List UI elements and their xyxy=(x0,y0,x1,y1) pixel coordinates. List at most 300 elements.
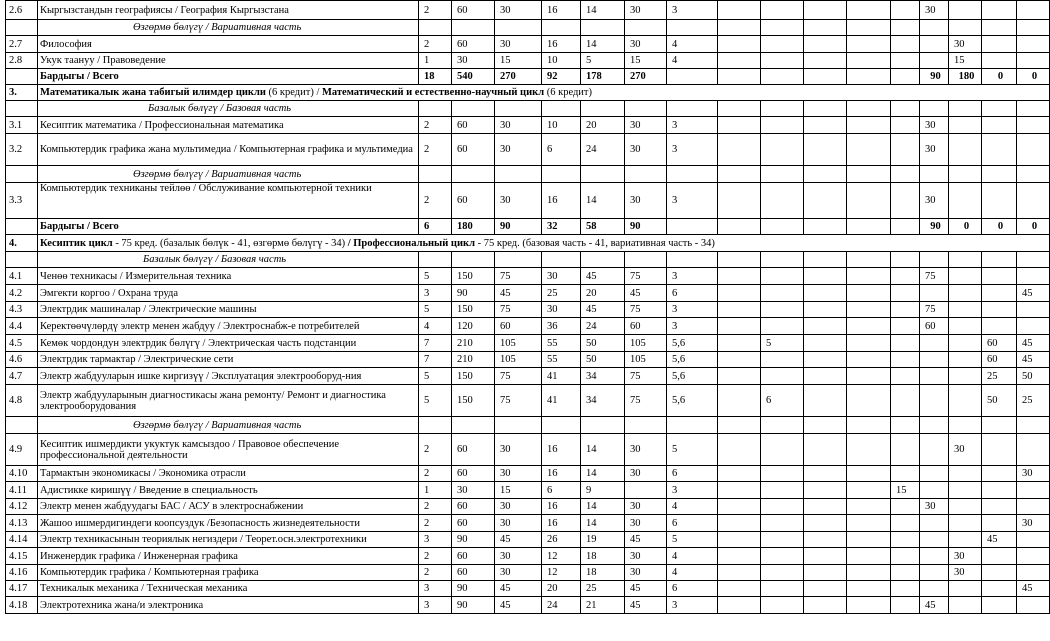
cell-value: 75 xyxy=(625,385,667,417)
cell-value xyxy=(1017,318,1050,335)
cell-value xyxy=(1017,36,1050,53)
table-row xyxy=(6,532,1050,548)
subsection-row xyxy=(6,20,1050,36)
empty-cell xyxy=(718,166,761,183)
discipline-name: Кемөк чордондун электрдик бөлүгү / Электрическая часть подстанции xyxy=(38,335,419,352)
cell-value: 30 xyxy=(625,134,667,166)
cell-value xyxy=(920,548,949,565)
table-row xyxy=(6,117,1050,134)
table-row xyxy=(6,53,1050,69)
cell-value: 0 xyxy=(1017,69,1050,85)
cell-value: 75 xyxy=(495,268,542,285)
empty-cell xyxy=(804,166,847,183)
cell-value: 3 xyxy=(667,302,718,318)
discipline-name: Компьютердик графика жана мультимедиа / Компьютерная графика и мультимедиа xyxy=(38,134,419,166)
cell-value: 75 xyxy=(920,268,949,285)
cell-value xyxy=(718,368,761,385)
cell-value xyxy=(718,466,761,482)
cell-value xyxy=(847,515,891,532)
cell-value: 50 xyxy=(581,352,625,368)
empty-cell xyxy=(542,166,581,183)
cell-value: 2 xyxy=(419,565,452,581)
cell-value: 9 xyxy=(581,482,625,499)
cell-value: 30 xyxy=(495,117,542,134)
discipline-name: Инженердик графика / Инженерная графика xyxy=(38,548,419,565)
cell-value: 30 xyxy=(949,548,982,565)
cell-value xyxy=(718,318,761,335)
cell-value: 105 xyxy=(495,335,542,352)
cell-value xyxy=(1017,268,1050,285)
empty-cell xyxy=(982,166,1017,183)
empty-cell xyxy=(495,101,542,117)
empty-cell xyxy=(495,252,542,268)
row-number: 4.2 xyxy=(6,285,38,302)
cell-value: 2 xyxy=(419,466,452,482)
row-number: 4.17 xyxy=(6,581,38,597)
cell-value xyxy=(949,352,982,368)
cell-value xyxy=(891,434,920,466)
section-title-part: (6 кредит) xyxy=(544,87,593,98)
empty-cell xyxy=(667,417,718,434)
cell-value: 90 xyxy=(452,581,495,597)
cell-value xyxy=(949,368,982,385)
cell-value: 60 xyxy=(452,1,495,20)
cell-value: 270 xyxy=(495,69,542,85)
cell-value: 210 xyxy=(452,335,495,352)
empty-cell xyxy=(452,417,495,434)
cell-value xyxy=(718,335,761,352)
cell-value xyxy=(804,499,847,515)
cell-value xyxy=(847,597,891,614)
cell-value: 180 xyxy=(949,69,982,85)
cell-value xyxy=(891,219,920,235)
empty-cell xyxy=(891,252,920,268)
cell-value xyxy=(718,285,761,302)
cell-value xyxy=(847,565,891,581)
empty-cell xyxy=(452,252,495,268)
cell-value: 30 xyxy=(495,36,542,53)
cell-value xyxy=(804,385,847,417)
cell-value xyxy=(667,219,718,235)
cell-value: 30 xyxy=(495,548,542,565)
cell-value xyxy=(920,53,949,69)
cell-value xyxy=(847,499,891,515)
cell-value xyxy=(949,466,982,482)
cell-value: 90 xyxy=(452,597,495,614)
empty-cell xyxy=(6,417,38,434)
cell-value: 30 xyxy=(625,1,667,20)
cell-value xyxy=(847,117,891,134)
empty-cell xyxy=(891,20,920,36)
cell-value: 2 xyxy=(419,1,452,20)
empty-cell xyxy=(419,252,452,268)
cell-value: 6 xyxy=(761,385,804,417)
empty-cell xyxy=(847,166,891,183)
cell-value: 26 xyxy=(542,532,581,548)
cell-value xyxy=(1017,532,1050,548)
cell-value: 25 xyxy=(542,285,581,302)
cell-value: 2 xyxy=(419,434,452,466)
empty-cell xyxy=(495,20,542,36)
discipline-name: Эмгекти коргоо / Охрана труда xyxy=(38,285,419,302)
cell-value xyxy=(982,134,1017,166)
cell-value xyxy=(804,183,847,219)
subsection-row xyxy=(6,252,1050,268)
cell-value xyxy=(920,482,949,499)
cell-value xyxy=(920,581,949,597)
row-number: 4.9 xyxy=(6,434,38,466)
cell-value xyxy=(982,268,1017,285)
discipline-name: Электрдик тармактар / Электрические сети xyxy=(38,352,419,368)
cell-value: 10 xyxy=(542,53,581,69)
cell-value: 5 xyxy=(667,434,718,466)
cell-value: 20 xyxy=(581,285,625,302)
cell-value: 45 xyxy=(495,532,542,548)
empty-cell xyxy=(6,252,38,268)
cell-value: 60 xyxy=(982,352,1017,368)
cell-value xyxy=(920,36,949,53)
cell-value xyxy=(761,532,804,548)
cell-value xyxy=(949,385,982,417)
cell-value xyxy=(804,352,847,368)
empty-cell xyxy=(920,252,949,268)
cell-value: 30 xyxy=(495,183,542,219)
discipline-name: Философия xyxy=(38,36,419,53)
cell-value: 0 xyxy=(982,219,1017,235)
cell-value xyxy=(804,117,847,134)
section-title xyxy=(38,85,1050,101)
cell-value: 150 xyxy=(452,302,495,318)
cell-value xyxy=(804,581,847,597)
cell-value xyxy=(949,335,982,352)
cell-value: 12 xyxy=(542,548,581,565)
cell-value: 30 xyxy=(920,134,949,166)
cell-value: 60 xyxy=(452,434,495,466)
cell-value: 7 xyxy=(419,352,452,368)
empty-cell xyxy=(949,252,982,268)
cell-value xyxy=(982,482,1017,499)
section-title-part: - 75 кред. (базалык бөлүк - 41, өзгөрмө бөлүгү - 34) xyxy=(112,237,348,249)
cell-value xyxy=(891,318,920,335)
cell-value: 30 xyxy=(625,565,667,581)
empty-cell xyxy=(581,20,625,36)
row-number: 4.7 xyxy=(6,368,38,385)
cell-value xyxy=(920,515,949,532)
cell-value: 6 xyxy=(667,581,718,597)
discipline-name: Бардыгы / Всего xyxy=(38,219,419,235)
cell-value: 5 xyxy=(419,385,452,417)
cell-value xyxy=(718,219,761,235)
subsection-row xyxy=(6,417,1050,434)
cell-value xyxy=(804,219,847,235)
row-number: 2.7 xyxy=(6,36,38,53)
empty-cell xyxy=(804,252,847,268)
cell-value: 34 xyxy=(581,385,625,417)
empty-cell xyxy=(581,252,625,268)
cell-value xyxy=(891,335,920,352)
cell-value: 75 xyxy=(495,385,542,417)
discipline-name: Жашоо ишмердигиндеги коопсуздук /Безопасность жизнедеятельности xyxy=(38,515,419,532)
empty-cell xyxy=(1017,20,1050,36)
table-row xyxy=(6,499,1050,515)
empty-cell xyxy=(920,166,949,183)
curriculum-table xyxy=(5,0,1050,614)
cell-value xyxy=(718,434,761,466)
row-number: 4.15 xyxy=(6,548,38,565)
cell-value: 105 xyxy=(625,352,667,368)
cell-value: 5,6 xyxy=(667,335,718,352)
empty-cell xyxy=(847,252,891,268)
discipline-name: Укук таануу / Правоведение xyxy=(38,53,419,69)
cell-value: 5,6 xyxy=(667,368,718,385)
cell-value: 150 xyxy=(452,368,495,385)
empty-cell xyxy=(718,101,761,117)
cell-value: 92 xyxy=(542,69,581,85)
cell-value xyxy=(761,1,804,20)
cell-value xyxy=(761,466,804,482)
cell-value: 2 xyxy=(419,36,452,53)
table-row xyxy=(6,581,1050,597)
table-row xyxy=(6,565,1050,581)
cell-value: 34 xyxy=(581,368,625,385)
cell-value: 60 xyxy=(452,515,495,532)
empty-cell xyxy=(920,20,949,36)
cell-value: 60 xyxy=(452,466,495,482)
cell-value: 20 xyxy=(581,117,625,134)
cell-value: 30 xyxy=(625,117,667,134)
cell-value xyxy=(718,499,761,515)
cell-value: 30 xyxy=(495,515,542,532)
cell-value: 15 xyxy=(891,482,920,499)
cell-value xyxy=(949,134,982,166)
cell-value: 2 xyxy=(419,183,452,219)
cell-value: 3 xyxy=(419,285,452,302)
cell-value: 5,6 xyxy=(667,352,718,368)
row-number: 4.12 xyxy=(6,499,38,515)
discipline-name: Бардыгы / Всего xyxy=(38,69,419,85)
empty-cell xyxy=(761,101,804,117)
cell-value xyxy=(761,36,804,53)
cell-value: 32 xyxy=(542,219,581,235)
cell-value: 4 xyxy=(667,53,718,69)
cell-value: 30 xyxy=(1017,515,1050,532)
cell-value: 30 xyxy=(495,134,542,166)
cell-value xyxy=(982,434,1017,466)
cell-value: 41 xyxy=(542,368,581,385)
cell-value: 30 xyxy=(625,183,667,219)
table-row xyxy=(6,268,1050,285)
cell-value xyxy=(891,36,920,53)
total-row xyxy=(6,69,1050,85)
discipline-name: Кыргызстандын географиясы / География Кыргызстана xyxy=(38,1,419,20)
cell-value xyxy=(718,183,761,219)
row-number: 2.6 xyxy=(6,1,38,20)
cell-value xyxy=(982,581,1017,597)
cell-value: 1 xyxy=(419,53,452,69)
row-number xyxy=(6,219,38,235)
discipline-name: Электрдик машиналар / Электрические машины xyxy=(38,302,419,318)
cell-value: 60 xyxy=(452,548,495,565)
cell-value xyxy=(920,385,949,417)
cell-value xyxy=(847,53,891,69)
cell-value xyxy=(982,515,1017,532)
cell-value: 3 xyxy=(667,318,718,335)
table-row xyxy=(6,597,1050,614)
cell-value xyxy=(804,268,847,285)
cell-value: 50 xyxy=(982,385,1017,417)
cell-value: 75 xyxy=(920,302,949,318)
discipline-name: Керектөөчүлөрдү электр менен жабдуу / Электроснабж-е потребителей xyxy=(38,318,419,335)
cell-value: 14 xyxy=(581,499,625,515)
cell-value xyxy=(667,69,718,85)
cell-value xyxy=(949,532,982,548)
cell-value: 30 xyxy=(495,466,542,482)
cell-value xyxy=(847,302,891,318)
empty-cell xyxy=(891,101,920,117)
cell-value: 105 xyxy=(495,352,542,368)
cell-value xyxy=(1017,183,1050,219)
cell-value xyxy=(804,548,847,565)
empty-cell xyxy=(581,166,625,183)
empty-cell xyxy=(761,20,804,36)
cell-value xyxy=(949,183,982,219)
cell-value xyxy=(718,117,761,134)
cell-value xyxy=(804,69,847,85)
table-row xyxy=(6,335,1050,352)
subsection-label: Өзгөрмө бөлүгү / Вариативная часть xyxy=(38,20,419,36)
cell-value: 16 xyxy=(542,434,581,466)
cell-value: 20 xyxy=(542,581,581,597)
cell-value: 14 xyxy=(581,183,625,219)
cell-value xyxy=(718,352,761,368)
cell-value: 18 xyxy=(581,548,625,565)
discipline-name: Тармактын экономикасы / Экономика отрасли xyxy=(38,466,419,482)
cell-value: 90 xyxy=(495,219,542,235)
cell-value xyxy=(1017,482,1050,499)
cell-value xyxy=(847,36,891,53)
cell-value: 540 xyxy=(452,69,495,85)
cell-value xyxy=(847,385,891,417)
cell-value: 14 xyxy=(581,36,625,53)
cell-value xyxy=(847,368,891,385)
cell-value: 30 xyxy=(495,499,542,515)
cell-value: 30 xyxy=(920,1,949,20)
empty-cell xyxy=(495,417,542,434)
cell-value xyxy=(761,318,804,335)
cell-value xyxy=(949,302,982,318)
cell-value: 30 xyxy=(495,565,542,581)
cell-value: 2 xyxy=(419,548,452,565)
discipline-name: Электр менен жабдуудагы БАС / АСУ в электроснабжении xyxy=(38,499,419,515)
cell-value xyxy=(718,565,761,581)
cell-value xyxy=(761,117,804,134)
cell-value xyxy=(891,515,920,532)
cell-value: 55 xyxy=(542,335,581,352)
empty-cell xyxy=(667,20,718,36)
table-row xyxy=(6,434,1050,466)
cell-value: 105 xyxy=(625,335,667,352)
row-number: 4.11 xyxy=(6,482,38,499)
cell-value xyxy=(1017,134,1050,166)
table-row xyxy=(6,183,1050,219)
row-number: 4.13 xyxy=(6,515,38,532)
cell-value xyxy=(891,597,920,614)
empty-cell xyxy=(718,252,761,268)
cell-value: 14 xyxy=(581,515,625,532)
cell-value: 45 xyxy=(920,597,949,614)
cell-value xyxy=(891,548,920,565)
cell-value xyxy=(718,385,761,417)
cell-value xyxy=(920,434,949,466)
empty-cell xyxy=(452,166,495,183)
cell-value xyxy=(761,134,804,166)
cell-value xyxy=(804,335,847,352)
cell-value: 45 xyxy=(1017,352,1050,368)
cell-value: 50 xyxy=(581,335,625,352)
empty-cell xyxy=(804,417,847,434)
cell-value: 5 xyxy=(581,53,625,69)
table-row xyxy=(6,285,1050,302)
cell-value xyxy=(718,581,761,597)
cell-value: 30 xyxy=(920,499,949,515)
cell-value: 60 xyxy=(982,335,1017,352)
cell-value: 75 xyxy=(495,368,542,385)
discipline-name: Компьютердик графика / Компьютерная графика xyxy=(38,565,419,581)
cell-value xyxy=(949,499,982,515)
cell-value: 41 xyxy=(542,385,581,417)
empty-cell xyxy=(1017,166,1050,183)
cell-value xyxy=(982,499,1017,515)
cell-value: 60 xyxy=(452,183,495,219)
cell-value: 5 xyxy=(419,268,452,285)
cell-value xyxy=(625,482,667,499)
section-title xyxy=(38,235,1050,252)
subsection-label: Өзгөрмө бөлүгү / Вариативная часть xyxy=(38,417,419,434)
empty-cell xyxy=(982,101,1017,117)
cell-value: 3 xyxy=(667,482,718,499)
cell-value: 2 xyxy=(419,117,452,134)
cell-value xyxy=(1017,499,1050,515)
cell-value: 45 xyxy=(1017,335,1050,352)
cell-value xyxy=(1017,117,1050,134)
cell-value xyxy=(891,368,920,385)
cell-value xyxy=(982,53,1017,69)
section-header-row xyxy=(6,85,1050,101)
cell-value xyxy=(847,352,891,368)
cell-value: 36 xyxy=(542,318,581,335)
cell-value: 60 xyxy=(495,318,542,335)
cell-value: 45 xyxy=(1017,285,1050,302)
cell-value: 5 xyxy=(419,302,452,318)
empty-cell xyxy=(1017,417,1050,434)
cell-value xyxy=(920,368,949,385)
cell-value xyxy=(891,532,920,548)
cell-value: 0 xyxy=(1017,219,1050,235)
cell-value: 0 xyxy=(949,219,982,235)
empty-cell xyxy=(419,20,452,36)
cell-value xyxy=(804,53,847,69)
discipline-name: Компьютердик техниканы тейлөө / Обслуживание компьютерной техники xyxy=(38,183,419,219)
empty-cell xyxy=(542,417,581,434)
cell-value: 4 xyxy=(419,318,452,335)
cell-value xyxy=(847,1,891,20)
cell-value xyxy=(949,597,982,614)
empty-cell xyxy=(718,417,761,434)
total-row xyxy=(6,219,1050,235)
table-row xyxy=(6,385,1050,417)
cell-value xyxy=(891,302,920,318)
cell-value: 15 xyxy=(495,482,542,499)
